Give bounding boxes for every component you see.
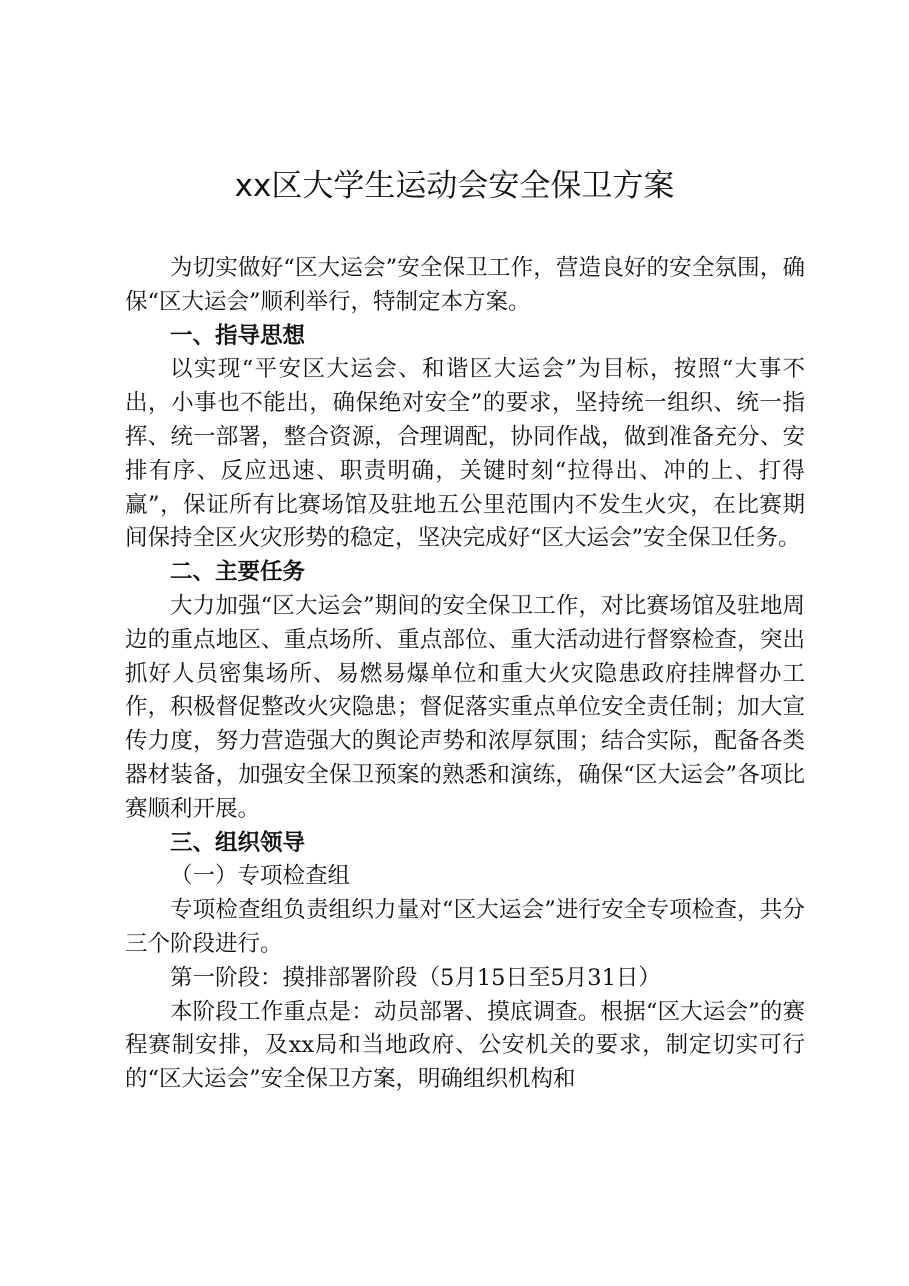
document-title: xx区大学生运动会安全保卫方案 xyxy=(234,168,675,204)
subsection-heading-inspection-team: （一）专项检查组 xyxy=(170,863,351,890)
intro-paragraph: 为切实做好“区大运会”安全保卫工作，营造良好的安全氛围，确保“区大运会”顺利举行，特制定本方案。 xyxy=(125,255,805,315)
section-heading-organization: 三、组织领导 xyxy=(170,829,306,856)
section-heading-main-tasks: 二、主要任务 xyxy=(170,559,306,586)
phase-one-label: 第一阶段：摸排部署阶段（5月15日至5月31日） xyxy=(170,964,661,991)
document-body xyxy=(125,252,805,1097)
guiding-ideology-paragraph: 以实现“平安区大运会、和谐区大运会”为目标，按照“大事不出，小事也不能出，确保绝对安全”的要求，坚持统一组织、统一指挥、统一部署，整合资源，合理调配，协同作战，做到准备充分、安排有序、反应迅速、职责明确，关键时刻“拉得出、冲的上、打得赢”，保证所有比赛场馆及驻地五公里范围内不发生火灾，在比赛期间保持全区火灾形势的稳定，坚决完成好“区大运会”安全保卫任务。 xyxy=(125,356,805,552)
inspection-team-paragraph: 专项检查组负责组织力量对“区大运会”进行安全专项检查，共分三个阶段进行。 xyxy=(125,897,805,957)
phase-one-paragraph: 本阶段工作重点是：动员部署、摸底调查。根据“区大运会”的赛程赛制安排，及xx局和当地政府、公安机关的要求，制定切实可行的“区大运会”安全保卫方案，明确组织机构和 xyxy=(125,998,805,1093)
section-heading-guiding-ideology: 一、指导思想 xyxy=(170,322,306,349)
main-tasks-paragraph: 大力加强“区大运会”期间的安全保卫工作，对比赛场馆及驻地周边的重点地区、重点场所、重点部位、重大活动进行督察检查，突出抓好人员密集场所、易燃易爆单位和重大火灾隐患政府挂牌督办工作，积极督促整改火灾隐患；督促落实重点单位安全责任制；加大宣传力度，努力营造强大的舆论声势和浓厚氛围；结合实际，配备各类器材装备，加强安全保卫预案的熟悉和演练，确保“区大运会”各项比赛顺利开展。 xyxy=(125,592,805,822)
